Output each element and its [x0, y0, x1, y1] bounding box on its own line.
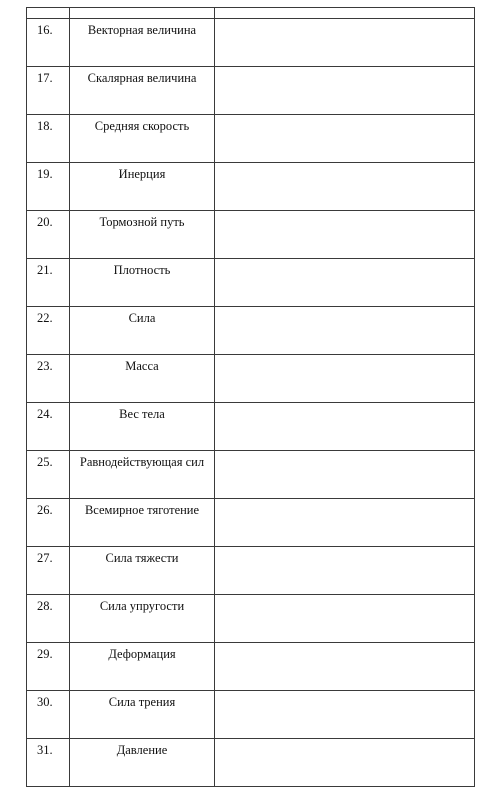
row-number: 21. [27, 259, 70, 307]
term-cell: Плотность [70, 259, 215, 307]
table-row [27, 19, 475, 67]
table-row [27, 499, 475, 547]
definition-cell [215, 691, 475, 739]
definition-cell [215, 307, 475, 355]
table-row [27, 739, 475, 787]
term-cell: Векторная величина [70, 19, 215, 67]
term-cell: Сила упругости [70, 595, 215, 643]
definition-cell [215, 67, 475, 115]
row-number: 28. [27, 595, 70, 643]
table-row [27, 163, 475, 211]
row-number: 29. [27, 643, 70, 691]
definition-cell [215, 499, 475, 547]
term-cell: Масса [70, 355, 215, 403]
header-cell-number [27, 8, 70, 19]
definition-cell [215, 643, 475, 691]
row-number: 20. [27, 211, 70, 259]
term-cell: Вес тела [70, 403, 215, 451]
definition-cell [215, 355, 475, 403]
row-number: 30. [27, 691, 70, 739]
definition-cell [215, 451, 475, 499]
row-number: 24. [27, 403, 70, 451]
table-row [27, 115, 475, 163]
term-cell: Равнодействующая сил [70, 451, 215, 499]
row-number: 31. [27, 739, 70, 787]
table-row [27, 691, 475, 739]
row-number: 26. [27, 499, 70, 547]
definition-cell [215, 211, 475, 259]
term-cell: Инерция [70, 163, 215, 211]
header-cell-definition [215, 8, 475, 19]
term-cell: Сила трения [70, 691, 215, 739]
header-cell-term [70, 8, 215, 19]
terms-table-body [27, 8, 475, 787]
definition-cell [215, 19, 475, 67]
definition-cell [215, 595, 475, 643]
row-number: 23. [27, 355, 70, 403]
row-number: 27. [27, 547, 70, 595]
row-number: 17. [27, 67, 70, 115]
row-number: 16. [27, 19, 70, 67]
table-row [27, 259, 475, 307]
terms-table [26, 7, 475, 787]
term-cell: Всемирное тяготение [70, 499, 215, 547]
row-number: 18. [27, 115, 70, 163]
table-row [27, 307, 475, 355]
definition-cell [215, 739, 475, 787]
term-cell: Сила [70, 307, 215, 355]
table-row [27, 547, 475, 595]
definition-cell [215, 163, 475, 211]
table-row [27, 595, 475, 643]
definition-cell [215, 403, 475, 451]
row-number: 22. [27, 307, 70, 355]
definition-cell [215, 547, 475, 595]
row-number: 19. [27, 163, 70, 211]
row-number: 25. [27, 451, 70, 499]
definition-cell [215, 259, 475, 307]
table-row [27, 211, 475, 259]
term-cell: Деформация [70, 643, 215, 691]
table-row [27, 643, 475, 691]
table-header-row [27, 8, 475, 19]
table-row [27, 67, 475, 115]
terms-sheet [26, 7, 474, 787]
term-cell: Средняя скорость [70, 115, 215, 163]
term-cell: Тормозной путь [70, 211, 215, 259]
table-row [27, 403, 475, 451]
term-cell: Скалярная величина [70, 67, 215, 115]
term-cell: Сила тяжести [70, 547, 215, 595]
definition-cell [215, 115, 475, 163]
table-row [27, 451, 475, 499]
term-cell: Давление [70, 739, 215, 787]
table-row [27, 355, 475, 403]
